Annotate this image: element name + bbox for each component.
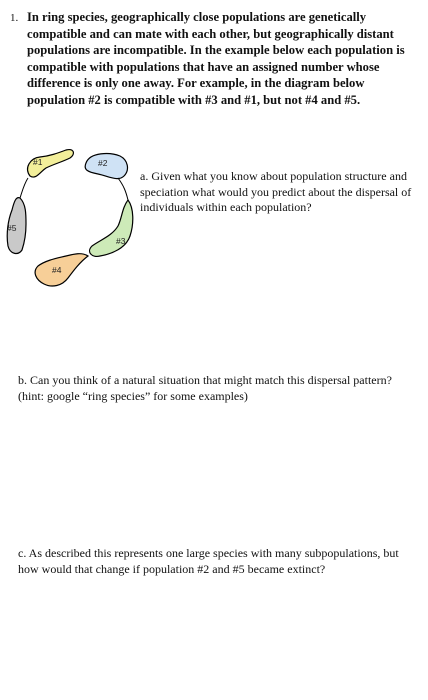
question-b-text: b. Can you think of a natural situation that might match this dispersal pattern? (hint: google “ring species” for some examples) (18, 373, 392, 403)
question-a (140, 169, 428, 216)
ring-diagram-svg (0, 138, 140, 298)
population-4-blob (35, 254, 88, 286)
ring-connector (20, 178, 28, 198)
question-b (18, 373, 418, 404)
population-1-label: #1 (33, 157, 43, 167)
ring-species-diagram (0, 138, 140, 298)
population-3-label: #3 (116, 236, 126, 246)
population-2-label: #2 (98, 158, 108, 168)
question-c (18, 546, 418, 577)
population-3-blob (90, 200, 133, 256)
question-1 (10, 9, 422, 109)
question-c-text: c. As described this represents one large species with many subpopulations, but how would that change if population #2 and #5 became extinct? (18, 546, 399, 576)
question-1-text: In ring species, geographically close populations are genetically compatible and can mate with each other, but geographically distant populations are incompatible. In the example below each population is compatible with populations that have an assigned number whose difference is only one away. For example, in the diagram below population #2 is compatible with #3 and #1, but not #4 and #5. (27, 10, 405, 107)
population-4-label: #4 (52, 265, 62, 275)
question-a-text: a. Given what you know about population structure and speciation what would you predict about the dispersal of individuals within each population? (140, 169, 412, 214)
population-5-label: #5 (7, 223, 17, 233)
question-number: 1. (10, 12, 19, 24)
ring-connector (118, 178, 128, 200)
